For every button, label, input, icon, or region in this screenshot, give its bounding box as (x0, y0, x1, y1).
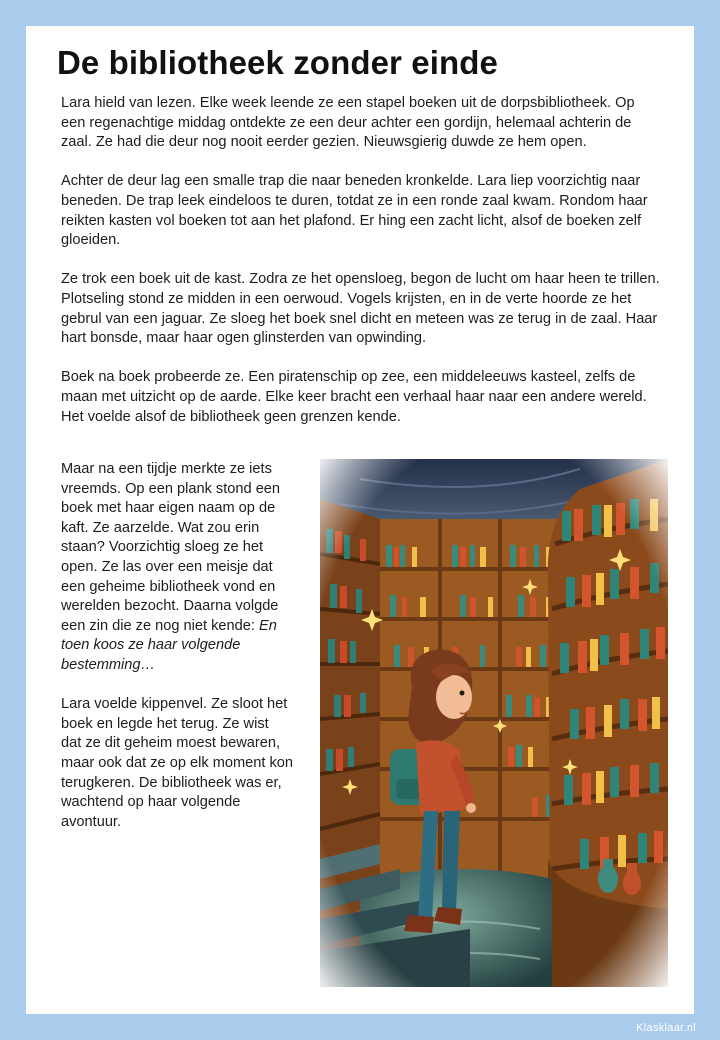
story-paragraph-3: Ze trok een boek uit de kast. Zodra ze het opensloeg, begon de lucht om haar heen te trillen. Plotseling stond ze midden in een oerwoud. Vogels krijsten, en in de verte hoorde ze het gebrul van een jaguar. Ze sloeg het boek snel dicht en meteen was ze terug in de zaal. Haar hart bonsde, maar haar ogen glinsterden van opwinding. (61, 271, 660, 347)
story-paragraph-2: Achter de deur lag een smalle trap die naar beneden kronkelde. Lara liep voorzichtig naar beneden. De trap leek eindeloos te duren, totdat ze in een ronde zaal kwam. Rondom haar reikten kasten vol boeken tot aan het plafond. Er hing een zacht licht, alsof de boeken zelf gloeiden. (61, 173, 648, 249)
story-paragraph-5-text: Maar na een tijdje merkte ze iets vreemds. Op een plank stond een boek met haar eigen naam op de kaft. Ze aarzelde. Wat zou erin staan? Voorzichtig sloeg ze het open. Ze las over een meisje dat een geheime bibliotheek vond en werelden bezocht. Daarna volgde een zin die ze nog niet kende: (61, 461, 281, 634)
story-paragraph-4: Boek na boek probeerde ze. Een piratenschip op zee, een middeleeuws kasteel, zelfs de maan met uitzicht op de aarde. Elke keer bracht een verhaal haar naar een andere wereld. Het voelde alsof de bibliotheek geen grenzen kende. (61, 369, 647, 425)
story-paragraph-5 (61, 460, 293, 676)
girl-in-round-library-illustration (320, 459, 668, 987)
story-paragraph-1: Lara hield van lezen. Elke week leende ze een stapel boeken uit de dorpsbibliotheek. Op een regenachtige middag ontdekte ze een deur achter een gordijn, helemaal achterin de zaal. Ze had die deur nog nooit eerder gezien. Nieuwsgierig duwde ze hem open. (61, 95, 635, 151)
footer-brand: Klasklaar.nl (636, 1022, 696, 1034)
story-paragraph-5-italic: En toen koos ze haar volgende bestemming… (61, 617, 277, 673)
story-body (61, 94, 661, 447)
worksheet-page (26, 26, 694, 1014)
library-illustration (320, 459, 668, 987)
page-title: De bibliotheek zonder einde (57, 44, 498, 81)
story-paragraph-6: Lara voelde kippenvel. Ze sloot het boek en legde het terug. Ze wist dat ze dit geheim moest bewaren, maar ook dat ze op elk moment kon terugkeren. De bibliotheek was er, wachtend op haar volgende avontuur. (61, 696, 293, 830)
story-side-column (61, 460, 293, 852)
